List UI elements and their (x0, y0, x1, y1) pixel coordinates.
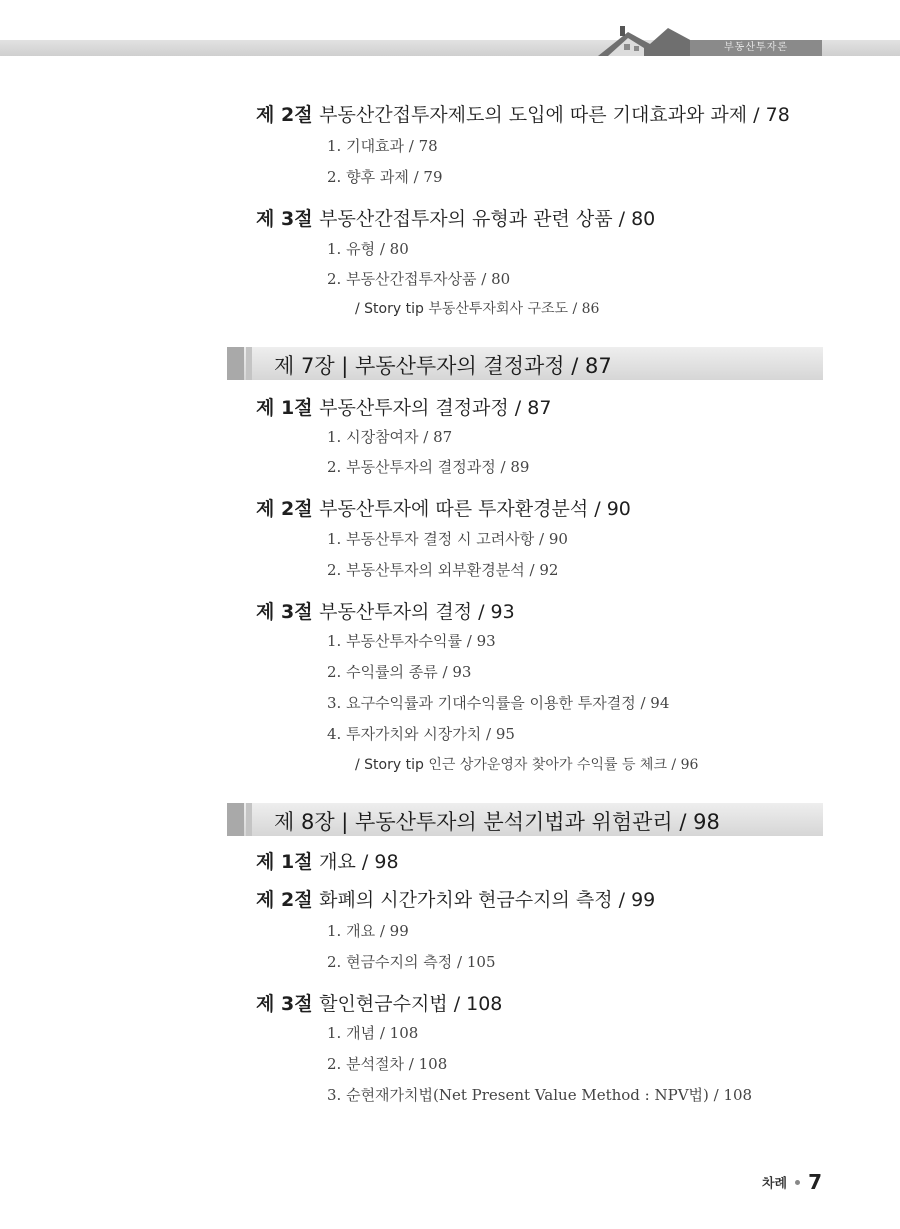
section-number: 제 3절 (256, 993, 320, 1015)
section-number: 제 2절 (256, 104, 320, 126)
chapter-marker (246, 347, 252, 380)
toc-item: 3. 요구수익률과 기대수익률을 이용한 투자결정 / 94 (327, 694, 670, 712)
toc-item: 2. 부동산투자의 결정과정 / 89 (327, 458, 530, 476)
story-tip-label: / Story tip (355, 757, 429, 773)
section-number: 제 2절 (256, 498, 320, 520)
footer-label: 차례 (761, 1176, 788, 1192)
toc-item: 1. 개념 / 108 (327, 1024, 419, 1042)
toc-item: 1. 부동산투자 결정 시 고려사항 / 90 (327, 530, 568, 548)
toc-item: 1. 부동산투자수익률 / 93 (327, 632, 496, 650)
section-title: 화폐의 시간가치와 현금수지의 측정 / 99 (319, 889, 656, 911)
chapter-heading (227, 803, 823, 836)
section-number: 제 1절 (256, 851, 320, 873)
section-heading (256, 885, 655, 912)
section-heading (256, 393, 551, 420)
footer-dot (795, 1180, 800, 1185)
section-heading (256, 989, 502, 1016)
section-title: 부동산투자의 결정과정 / 87 (319, 397, 552, 419)
section-heading (256, 494, 631, 521)
section-title: 부동산간접투자제도의 도입에 따른 기대효과와 과제 / 78 (319, 104, 790, 126)
toc-item: 1. 기대효과 / 78 (327, 137, 438, 155)
toc-item: 1. 개요 / 99 (327, 922, 409, 940)
section-title: 할인현금수지법 / 108 (319, 993, 503, 1015)
chapter-marker (227, 803, 244, 836)
running-title: 부동산투자론 (690, 40, 822, 56)
chapter-title: 제 7장 | 부동산투자의 결정과정 / 87 (274, 354, 612, 378)
toc-item: 2. 수익률의 종류 / 93 (327, 663, 472, 681)
toc-item: 2. 부동산투자의 외부환경분석 / 92 (327, 561, 559, 579)
chapter-title: 제 8장 | 부동산투자의 분석기법과 위험관리 / 98 (274, 810, 720, 834)
page-number: 7 (808, 1170, 822, 1194)
toc-item: 2. 분석절차 / 108 (327, 1055, 448, 1073)
section-title: 부동산투자에 따른 투자환경분석 / 90 (319, 498, 631, 520)
section-heading (256, 597, 515, 624)
story-tip-text: 인근 상가운영자 찾아가 수익률 등 체크 / 96 (428, 757, 699, 773)
story-tip-text: 부동산투자회사 구조도 / 86 (428, 301, 600, 317)
toc-item: 2. 현금수지의 측정 / 105 (327, 953, 496, 971)
chapter-marker (227, 347, 244, 380)
section-number: 제 3절 (256, 601, 320, 623)
toc-item: 3. 순현재가치법(Net Present Value Method : NPV법) / 108 (327, 1086, 753, 1104)
section-title: 부동산투자의 결정 / 93 (319, 601, 515, 623)
section-heading (256, 204, 655, 231)
section-title: 개요 / 98 (319, 851, 399, 873)
story-tip-label: / Story tip (355, 301, 429, 317)
section-number: 제 2절 (256, 889, 320, 911)
toc-item: 2. 향후 과제 / 79 (327, 168, 443, 186)
toc-item: 1. 유형 / 80 (327, 240, 409, 258)
footer (762, 1170, 822, 1194)
section-heading (256, 100, 790, 127)
toc-item: 1. 시장참여자 / 87 (327, 428, 453, 446)
chapter-marker (246, 803, 252, 836)
story-tip (355, 754, 698, 774)
section-title: 부동산간접투자의 유형과 관련 상품 / 80 (319, 208, 656, 230)
section-number: 제 1절 (256, 397, 320, 419)
toc-item: 4. 투자가치와 시장가치 / 95 (327, 725, 515, 743)
toc-item: 2. 부동산간접투자상품 / 80 (327, 270, 511, 288)
story-tip (355, 298, 599, 318)
chapter-heading (227, 347, 823, 380)
section-number: 제 3절 (256, 208, 320, 230)
section-heading (256, 847, 399, 874)
